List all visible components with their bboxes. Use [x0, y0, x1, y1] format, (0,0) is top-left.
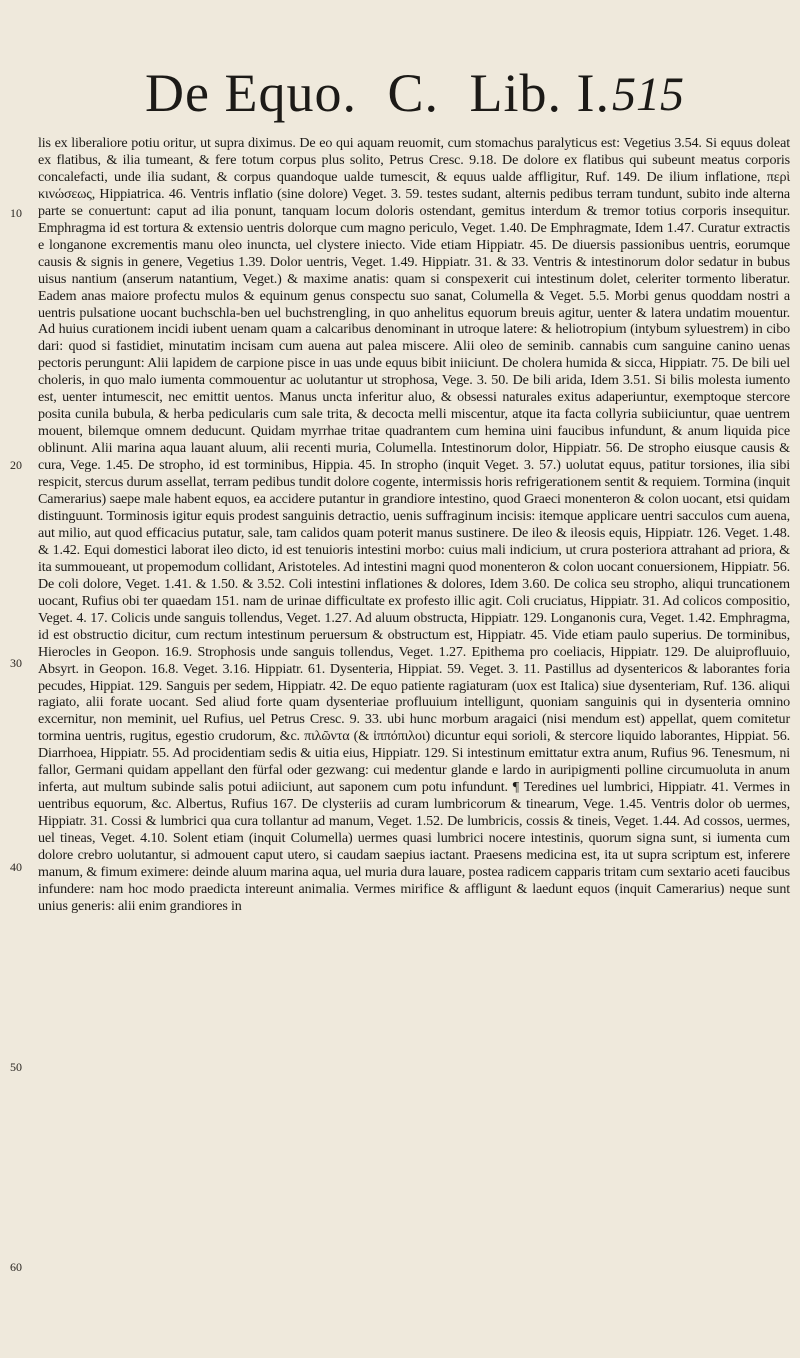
body-paragraph: lis ex liberaliore potiu oritur, ut supra diximus. De eo qui aquam reuomit, cum stomachus paralyticus est: Vegetius 3.54. Si equus doleat ex flatibus, & ilia tumeant, & fere totum corpus plus solito, Petrus Cresc. 9.18. De dolore ex flatibus qui subeunt meatus corporis concalefacti, unde ilia sudant, & corpus quandoque ualde tumescit, & equus ualde affligitur, Ruf. 149. De ilium inflatione, περὶ κινώσεως, Hippiatrica. 46. Ventris inflatio (sine dolore) Veget. 3. 59. testes sudant, alternis pedibus terram tundunt, subito inde alterna parte se conuertunt: caput ad ilia ponunt, tanquam locum doloris ostendant, gemitus interdum & tremor totius corporis insequitur. Emphragma id est tortura & extensio uentris dolorque cum magno periculo, Veget. 1.40. De Emphragmate, Idem 1.47. Curatur extractis e longanone excrementis manu oleo inuncta, uel clystere iniecto. Vide etiam Hippiatr. 45. De diuersis passionibus uentris, eorumque causis & signis in genere, Vegetius 1.39. Dolor uentris, Veget. 1.49. Hippiatr. 31. & 33. Ventris & intestinorum dolor sedatur in bubus uisus nantium (anserum natantium, Veget.) & maxime anatis: quam si conspexerit cui intestinum dolet, celeriter tormento liberatur. Eadem anas maiore profectu mulos & equinum genus conspectu suo sanat, Columella & Veget. 5.5. Morbi genus quoddam nostri a uentris pulsatione uocant buchschla-ben uel buchstrengling, in quo anhelitus equorum breuis agitur, uenter & latera undatim mouentur. Ad huius curationem incidi iubent uenam quam a calcaribus denominant in utroque latere: & heliotropium (intybum syluestrem) in cibo dari: quod si fastidiet, minutatim incisam cum auena aut palea miscere. Alii oleo de seminib. cannabis cum sanguine canino uenas pectoris perungunt: Alii lapidem de carpione pisce in uas unde equus bibit iniiciunt. De cholera humida & sicca, Hippiatr. 75. De bili uel choleris, in quo malo iumenta commouentur ac uolutantur ut strophosa, Vege. 3. 50. De bili arida, Idem 3.51. Si bilis molesta iumento est, uenter intumescit, nec emittit uentos. Manus uncta inferitur aluo, & obsessi naturales exitus adaperiuntur, exemptoque stercore posita cunila bubula, & herba pedicularis cum sale trita, & decocta melli miscentur, atque ita facta collyria subiiciuntur, quae uentrem mouent, bilemque omnem deducunt. Quidam myrrhae tritae quadrantem cum hemina uini faucibus infundunt, & anum liquida pice oblinunt. Alii marina aqua lauant aluum, alii recenti muria, Columella. Intestinorum dolor, Hippiatr. 56. De stropho eiusque causis & cura, Vege. 1.45. De stropho, id est torminibus, Hippia. 45. In stropho (inquit Veget. 3. 57.) uolutat equus, patitur torsiones, ilia sibi respicit, stercus durum assellat, terram pedibus tundit dolore cogente, intermissis horis refrigerationem sentit & requiem. Tormina (inquit Camerarius) saepe male habent equos, ea accidere putantur in grandiore intestino, quod Graeci monenteron & colon uocant, etsi quidam distinguunt. Torminosis igitur equis prodest sanguinis detractio, uenis suffraginum incisis: itemque applicare uentri sacculos cum auena, aut milio, aut quod efficacius putatur, sale, tam calidos quam poterit manus sustinere. De ileo & ileosis equis, Hippiatr. 126. Veget. 1.48. & 1.42. Equi domestici laborat ileo dicto, id est tenuioris intestini morbo: cuius mali indicium, ut crura posteriora attrahant ad priora, & ita summoueant, ut propemodum collidant, Aristoteles. Ad intestini magni quod monenteron & colon uocant conuersionem, Hippiatr. 56. De coli dolore, Veget. 1.41. & 1.50. & 3.52. Coli intestini inflationes & dolores, Idem 3.60. De colica seu stropho, aliqui truncationem uocant, Rufius obi ter quaedam 151. nam de urinae difficultate ex profesto illic agit. Coli cruciatus, Hippiatr. 31. Ad colicos compositio, Veget. 4. 17. Colicis unde sanguis tollendus, Veget. 1.27. Ad aluum obstructa, Hippiatr. 129. Longanonis cura, Veget. 1.42. Emphragma, id est obstructio dicitur, cum rectum intestinum peruersum & obstructum est, Hippiatr. 45. Vide etiam paulo superius. De torminibus, Hierocles in Geopon. 16.9. Strophosis unde sanguis tollendus, Veget. 1.27. Epithema pro coeliacis, Hippiatr. 129. De aluiprofluuio, Absyrt. in Geopon. 16.8. Veget. 3.16. Hippiatr. 61. Dysenteria, Hippiat. 59. Veget. 3. 11. Pastillus ad dysentericos & laborantes foria pecudes, Hippiat. 129. Sanguis per sedem, Hippiatr. 42. De equo patiente ragiaturam (uox est Italica) siue dysenteriam, Ruf. 136. aliqui ragiato, alii forate uocant. Sed aliud forte quam dysenteriae profluuium intelligunt, quoniam sanguinis qui in dysenteria omnino excernitur, non meminit, uel Rufius, uel Petrus Cresc. 9. 33. ubi hunc morbum aragaici (nisi mendum est) appellat, quem comitetur tormina uentris, rugitus, egestio crudorum, &c. πιλῶντα (& ἰππόπιλοι) dicuntur equi sorioli, & stercore liquido laborantes, Hippiat. 56. Diarrhoea, Hippiatr. 55. Ad procidentiam sedis & uitia eius, Hippiatr. 129. Si intestinum emittatur extra anum, Rufius 96. Tenesmum, ni fallor, Germani quidam appellant den fürfal oder gezwang: cui medentur glande e lardo in auripigmenti polline circumuoluta in anum inferta, aut multum subinde salis potui adiiciunt, aut saponem cum potu infundunt. ¶ Teredines uel lumbrici, Hippiatr. 41. Vermes in uentribus equorum, &c. Albertus, Rufius 167. De clysteriis ad curam lumbricorum & tinearum, Vege. 1.45. Ventris dolor ob uermes, Hippiatr. 31. Cossi & lumbrici qua cura tollantur ad manum, Veget. 1.52. De lumbricis, cossis & tineis, Veget. 1.44. Ad cossos, uermes, uel tineas, Veget. 4.10. Solent etiam (inquit Columella) uermes quasi lumbrici nocere intestinis, quorum signa sunt, si iumenta cum dolore crebro uolutantur, si admouent caput utero, si caudam saepius iactant. Praesens medicina est, ita ut supra scriptum est, inferere manum, & fimum eximere: deinde aluum marina aqua, uel muria dura lauare, postea radicem capparis tritam cum sextario aceti faucibus infundere: nam hoc modo praedicta intereunt animalia. Vermes mirifice & affligunt & laedunt equos (inquit Camerarius) neque sunt unius generis: alii enim grandiores in	[38, 135, 790, 914]
line-number: 50	[10, 1060, 22, 1074]
line-number: 20	[10, 458, 22, 472]
running-head-title: De Equo.	[145, 63, 357, 123]
page-number: 515	[612, 68, 684, 121]
margin-line-numbers	[0, 0, 36, 1358]
body-text	[38, 135, 790, 915]
running-head-section: C.	[387, 63, 439, 123]
line-number: 40	[10, 860, 22, 874]
line-number: 30	[10, 656, 22, 670]
line-number: 10	[10, 206, 22, 220]
line-number: 60	[10, 1260, 22, 1274]
running-head-book: Lib. I.	[469, 63, 610, 123]
